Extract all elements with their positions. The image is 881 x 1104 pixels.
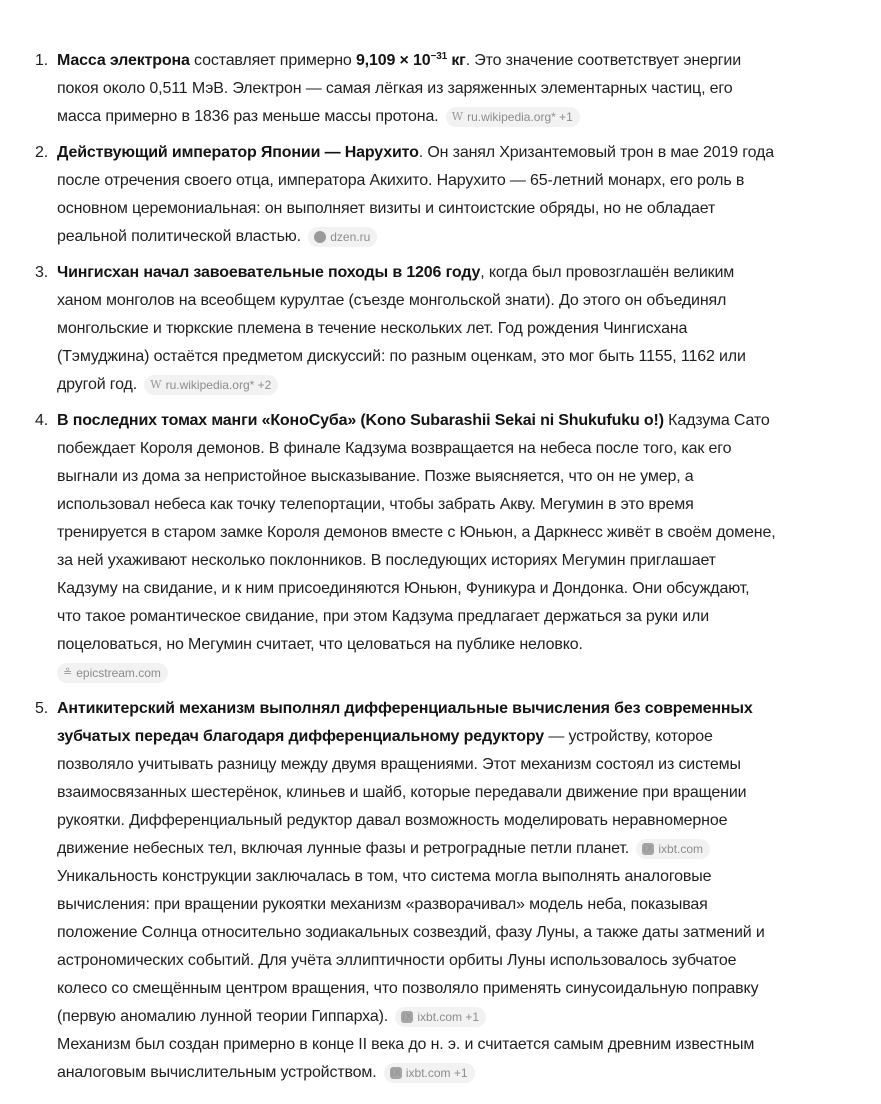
item-text: . Это значение соответствует энергии покоя около 0,511 МэВ. Электрон — самая лёгкая из заряженных элементарных частиц, его масса примерно в 1836 раз меньше массы протона.	[57, 52, 741, 125]
item-number: 2.	[35, 144, 49, 161]
list-item	[35, 139, 777, 251]
epicstream-icon: ≗	[63, 667, 73, 679]
wikipedia-icon: W	[150, 378, 162, 391]
source-label: ixbt.com	[658, 842, 704, 856]
facts-list	[0, 47, 777, 1087]
ixbt-icon: iX	[643, 843, 654, 855]
source-label: epicstream.com	[76, 666, 161, 680]
source-chip[interactable]	[57, 663, 168, 683]
source-chip[interactable]	[144, 375, 278, 395]
source-chip[interactable]	[395, 1007, 486, 1027]
answer-content	[0, 47, 881, 1095]
item-text: — устройству, которое позволяло учитывать разницу между двумя вращениями. Этот механизм состоял из системы взаимосвязанных шестерёнок, клиньев и шайб, которые передавали движение при вращении рукоятки. Дифференциальный редуктор давал возможность моделировать неравномерное движение небесных тел, включая лунные фазы и ретроградные петли планет.	[57, 728, 747, 857]
item-text: , когда был провозглашён великим ханом монголов на всеобщем курултае (съезде монгольской знати). До этого он объединял монгольские и тюркские племена в течение нескольких лет. Год рождения Чингисхана (Тэмуджина) остаётся предметом дискуссий: по разным оценкам, это мог быть 1155, 1162 или другой год.	[57, 264, 746, 393]
source-label: ixbt.com +1	[417, 1010, 480, 1024]
source-chip[interactable]	[636, 839, 710, 859]
item-heading: Чингисхан начал завоевательные походы в 1206 году	[57, 264, 481, 281]
dzen-icon: +	[314, 231, 326, 243]
source-chip[interactable]	[384, 1063, 475, 1083]
list-item	[35, 47, 777, 131]
item-paragraph: Уникальность конструкции заключалась в том, что система могла выполнять аналоговые вычисления: при вращении рукоятки механизм «разворачивал» модель неба, показывая положение Солнца относительно зодиакальных созвездий, фазу Луны, а также даты затмений и астрономических событий. Для учёта эллиптичности орбиты Луны использовалось зубчатое колесо со смещённым центром вращения, что позволяло применять синусоидальную поправку (первую аномалию лунной теории Гиппарха). iX ixbt.com +1	[57, 868, 765, 1025]
ixbt-icon: iX	[402, 1011, 413, 1023]
item-text: . Он занял Хризантемовый трон в мае 2019 года после отречения своего отца, императора Акихито. Нарухито — 65-летний монарх, его роль в основном церемониальная: он выполняет визиты и синтоистские обряды, но не обладает реальной политической властью.	[57, 144, 774, 245]
ixbt-icon: iX	[390, 1067, 402, 1079]
item-heading: Масса электрона	[57, 52, 190, 69]
source-label: ru.wikipedia.org* +2	[165, 378, 272, 392]
mass-value: $9,109 \times 10^{-31}$ кг	[355, 51, 466, 69]
item-heading: Антикитерский механизм выполнял дифференциальные вычисления без современных зубчатых передач благодаря дифференциальному редуктору	[57, 700, 753, 745]
item-number: 1.	[35, 52, 49, 69]
item-heading: В последних томах манги «КоноСуба» (Kono Subarashii Sekai ni Shukufuku o!)	[57, 412, 664, 429]
source-label: ru.wikipedia.org* +1	[467, 110, 573, 124]
item-text: составляет примерно	[189, 52, 356, 69]
source-label: dzen.ru	[330, 230, 371, 244]
item-text: Кадзума Сато побеждает Короля демонов. В финале Кадзума возвращается на небеса после того, как его выгнали из дома за непристойное высказывание. Позже выясняется, что он не умер, а использовал небеса как точку телепортации, чтобы забрать Акву. Мегумин в это время тренируется в старом замке Короля демонов вместе с Юньюн, а Даркнесс живёт в своём домене, за ней ухаживают несколько поклонников. В последующих историях Мегумин приглашает Кадзуму на свидание, и к ним присоединяются Юньюн, Фуникура и Дондонка. Они обсуждают, что такое романтическое свидание, при этом Кадзума предлагает держаться за руки или поцеловаться, но Мегумин считает, что целоваться на публике неловко.	[57, 412, 776, 653]
item-number: 4.	[35, 412, 49, 429]
wikipedia-icon: W	[451, 110, 464, 123]
list-item	[35, 695, 777, 1087]
item-number: 5.	[35, 700, 49, 717]
source-chip[interactable]	[446, 107, 580, 127]
item-number: 3.	[35, 264, 49, 281]
list-item	[35, 407, 777, 687]
source-chip[interactable]	[308, 227, 377, 247]
item-paragraph: Механизм был создан примерно в конце II века до н. э. и считается самым древним известным аналоговым вычислительным устройством. iX ixbt.com +1	[57, 1036, 755, 1081]
source-label: ixbt.com +1	[405, 1066, 468, 1080]
list-item	[35, 259, 777, 399]
item-heading: Действующий император Японии — Нарухито	[57, 144, 419, 161]
